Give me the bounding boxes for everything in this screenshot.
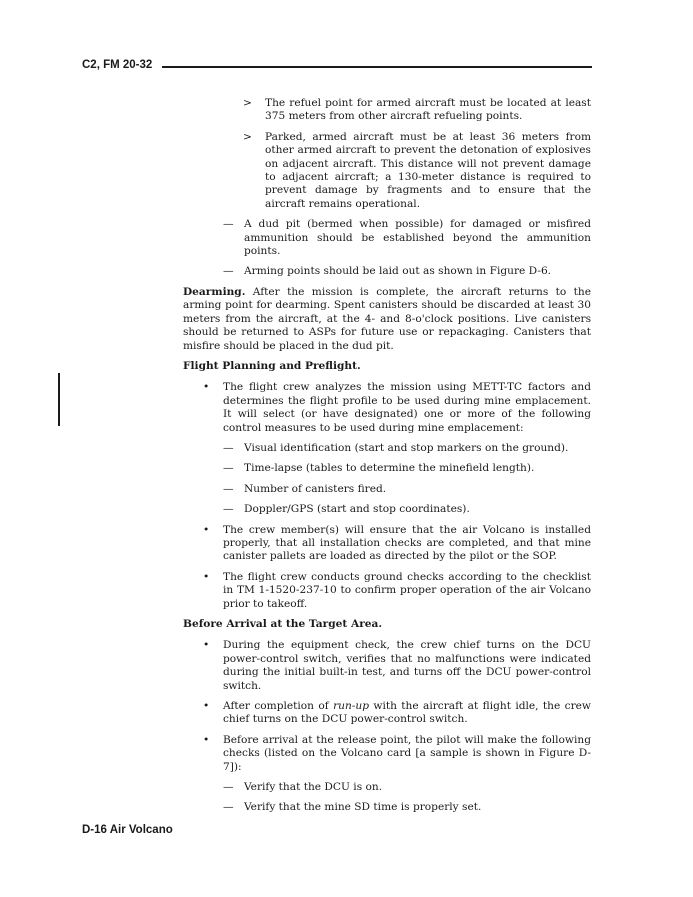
bullet-item [183, 639, 591, 693]
bullet-marker: • [203, 381, 210, 394]
dash-item-visual-identification [183, 442, 591, 455]
dash-marker: — [223, 503, 234, 516]
change-bar [58, 373, 60, 426]
bullet-item [183, 571, 591, 611]
dash-marker: — [223, 462, 234, 475]
bullet-marker: • [203, 700, 210, 713]
item-text: The crew member(s) will ensure that the air Volcano is installed properly, that all installation checks are completed, and that mine canister pallets are loaded as directed by the pilot or the SOP. [223, 523, 591, 563]
item-text: Doppler/GPS (start and stop coordinates). [244, 503, 470, 516]
dearming-label: Dearming. [183, 285, 246, 298]
item-text: Before arrival at the release point, the pilot will make the following checks (listed on the Volcano card [a sample is shown in Figure D-7]): [223, 733, 591, 773]
item-text: The flight crew analyzes the mission using METT-TC factors and determines the flight profile to be used during mine emplacement. It will select (or have designated) one or more of the following control measures to be used during mine emplacement: [223, 381, 591, 434]
item-text: The flight crew conducts ground checks according to the checklist in TM 1-1520-237-10 to confirm proper operation of the air Volcano prior to takeoff. [223, 570, 591, 610]
dash-item-canisters [183, 483, 591, 496]
item-text: Number of canisters fired. [244, 482, 387, 495]
dash-marker: — [223, 482, 234, 495]
item-text-emphasis: run-up [333, 700, 369, 713]
dash-item-doppler-gps [183, 503, 591, 516]
item-text-post: with the aircraft at flight idle, the crew chief turns on the DCU power-control switch. [223, 700, 591, 726]
dash-item-arming-points [183, 265, 591, 278]
bullet-marker: • [203, 639, 210, 652]
page-footer: D-16 Air Volcano [82, 824, 173, 836]
page-header [82, 59, 592, 75]
bullet-item [183, 524, 591, 564]
sub-item-parked-aircraft [183, 131, 591, 211]
page-body [183, 97, 591, 822]
dash-marker: — [223, 441, 234, 454]
arrow-marker: > [243, 97, 252, 109]
item-text: Parked, armed aircraft must be at least 36 meters from other armed aircraft to prevent the detonation of explosives on adjacent aircraft. This distance will not prevent damage to adjacent aircraft; a 130-meter distance is required to prevent damage by fragments and to ensure that the aircraft remains operational. [265, 130, 591, 210]
dash-marker: — [223, 801, 234, 814]
bullet-marker: • [203, 733, 210, 746]
bullet-item [183, 734, 591, 774]
dash-marker: — [223, 218, 234, 231]
header-rule [162, 66, 592, 68]
header-title: C2, FM 20-32 [82, 59, 153, 71]
bullet-item [183, 381, 591, 435]
item-text: Verify that the DCU is on. [244, 781, 383, 794]
item-text: Visual identification (start and stop markers on the ground). [244, 441, 569, 454]
section-heading-flight-planning: Flight Planning and Preflight. [183, 359, 361, 372]
item-text [223, 700, 591, 725]
item-text-pre: After completion of [223, 700, 334, 713]
arrow-marker: > [243, 130, 252, 143]
dash-marker: — [223, 265, 234, 278]
item-text: Verify that the mine SD time is properly set. [244, 801, 482, 814]
sub-item-refuel-point [183, 97, 591, 124]
dash-marker: — [223, 781, 234, 794]
dash-item-dud-pit [183, 218, 591, 258]
dash-item-sd-time [183, 801, 591, 814]
item-text: During the equipment check, the crew chief turns on the DCU power-control switch, verifies that no malfunctions were indicated during the initial built-in test, and turns off the DCU power-control switch. [223, 639, 591, 692]
item-text: A dud pit (bermed when possible) for damaged or misfired ammunition should be established beyond the ammunition points. [244, 218, 591, 258]
dash-item-dcu-on [183, 781, 591, 794]
bullet-marker: • [203, 570, 210, 583]
item-text: Time-lapse (tables to determine the minefield length). [244, 462, 535, 475]
bullet-marker: • [203, 523, 210, 536]
dearming-text: After the mission is complete, the aircraft returns to the arming point for dearming. Spent canisters should be discarded at least 30 meters from the aircraft, at the 4- and 8-o'clock positions. Live canisters should be returned to ASPs for future use or repackaging. Canisters that misfire should be placed in the dud pit. [183, 285, 591, 352]
item-text: The refuel point for armed aircraft must be located at least 375 meters from other aircraft refueling points. [265, 97, 591, 123]
section-heading-before-arrival: Before Arrival at the Target Area. [183, 618, 383, 630]
item-text: Arming points should be laid out as shown in Figure D-6. [244, 265, 552, 278]
dearming-paragraph [183, 286, 591, 353]
dash-item-time-lapse [183, 462, 591, 475]
bullet-item [183, 700, 591, 727]
